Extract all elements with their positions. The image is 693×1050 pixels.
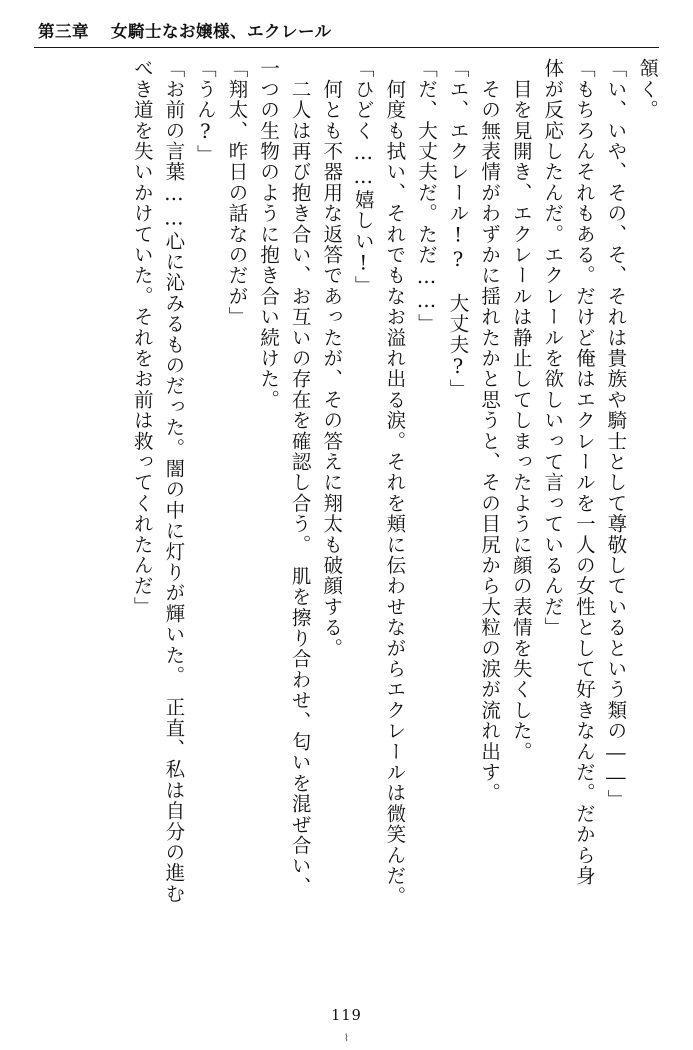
text-line: べき道を失いかけていた。それをお前は救ってくれたんだ」 [130,58,154,617]
page-number: 119 [331,1008,362,1024]
vertical-text-block [30,58,663,982]
text-line: 頷く。 [636,58,659,121]
text-line: 「ひどく……嬉しい!」 [351,58,375,297]
text-line: 「だ、大丈夫だ。ただ……」 [414,58,438,335]
text-line: 「エ、エクレール!? 大丈夫?」 [446,58,470,400]
text-line: その無表情がわずかに揺れたかと思うと、その目尻から大粒の涙が流れ出す。 [478,58,502,804]
chapter-number: 第三章 [38,22,89,41]
text-line: 体が反応したんだ。エクレールを欲しいって言っているんだ」 [541,58,565,638]
text-line-with-ruby: 「もちろんそれもある。だけど俺はエクレールを一人の女性として好きなんだ。だから身 [572,58,596,886]
text-line: 二人は再び抱き合い、お互いの存在を確認し合う。 肌を擦り合わせ、匂いを混ぜ合い、 [288,58,312,897]
text-line: 目を見開き、エクレールは静止してしまったように顔の表情を失くした。 [509,58,533,762]
running-head [0,14,693,46]
text-line: 「い、いや、その、そ、それは貴族や騎士として尊敬しているという類の――」 [604,58,628,811]
text-line: 一つの生物のように抱き合い続けた。 [257,58,281,410]
text-line: 「翔太、昨日の話なのだが」 [225,58,249,328]
folio-decoration: ⌇ [344,1033,349,1044]
chapter-title: 女騎士なお嬢様、エクレール [111,22,332,41]
body-text-area [30,58,663,982]
text-line: 何とも不器用な返答であったが、その答えに翔太も破顔する。 [320,58,344,659]
text-line: 「お前の言葉……心に沁みるものだった。闇の中に灯りが輝いた。 正直、私は自分の進む [162,58,186,904]
header-divider [34,47,659,48]
text-line: 何度も拭い、それでもなお溢れ出る涙。それを頬に伝わせながらエクレールは微笑んだ。 [383,58,407,907]
text-line: 「うん?」 [193,58,217,165]
